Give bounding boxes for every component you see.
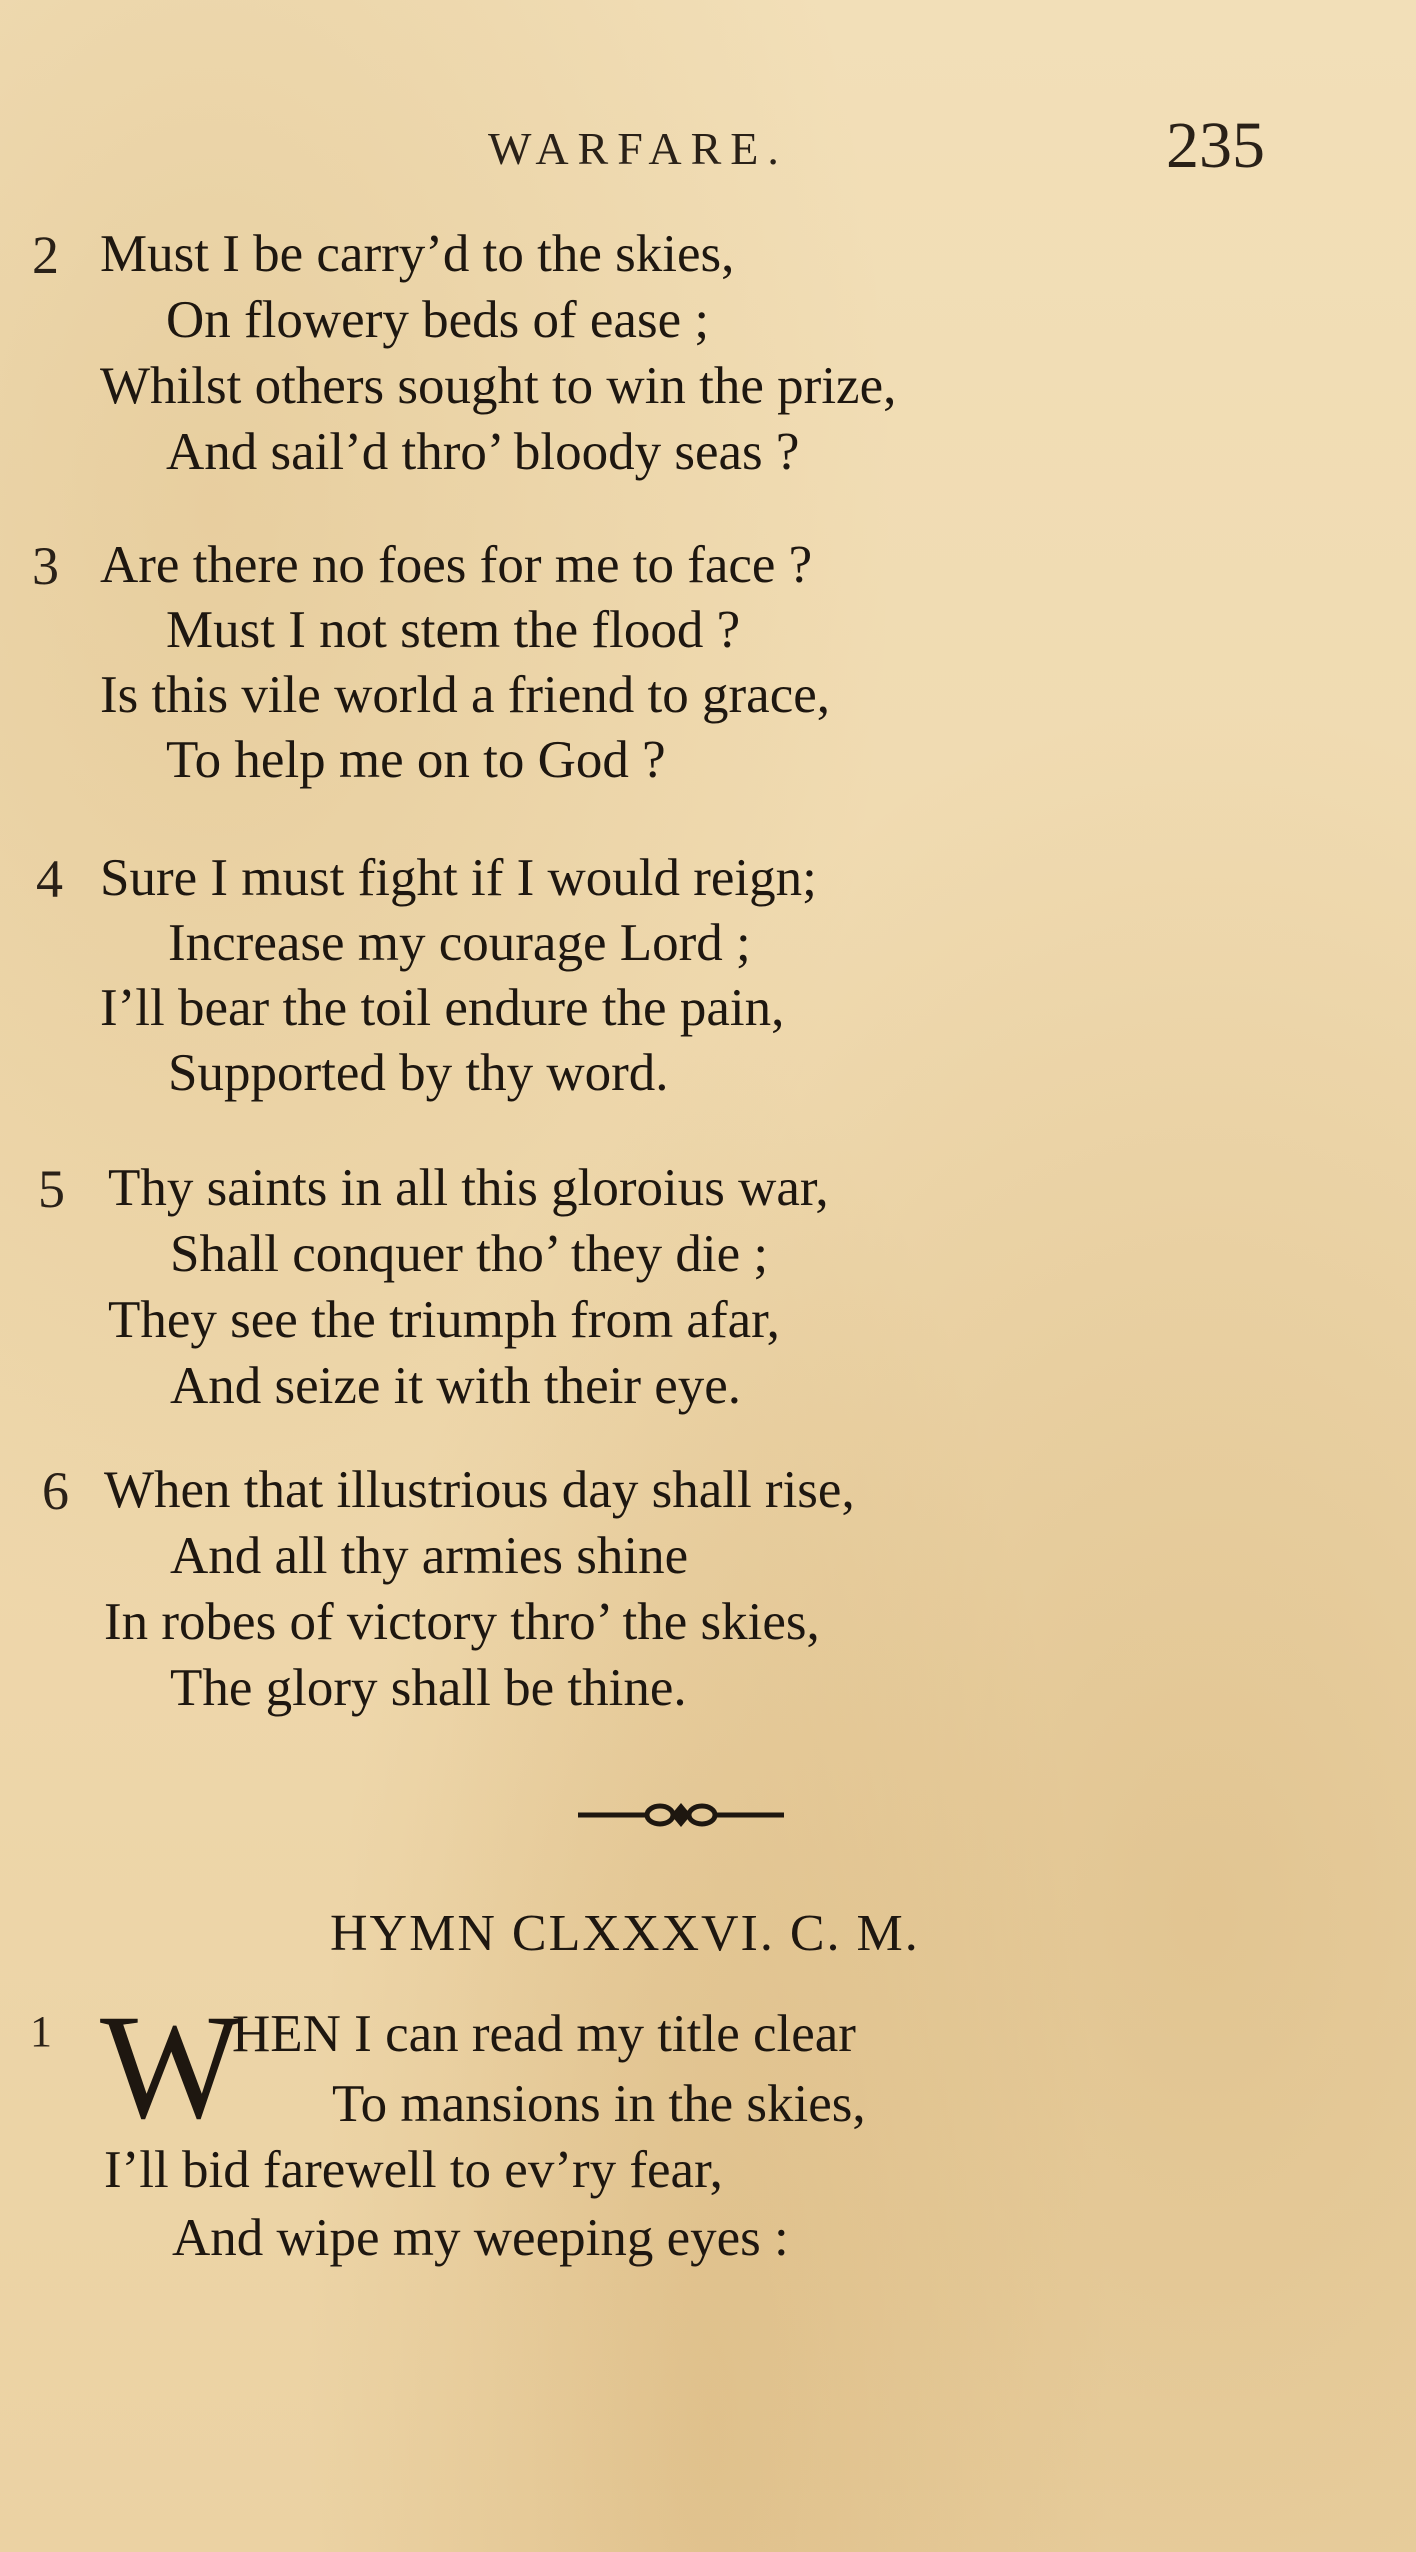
verse-line: And all thy armies shine [170,1527,689,1585]
verse-line: HEN I can read my title clear [232,2005,856,2063]
verse-line: On flowery beds of ease ; [166,291,710,349]
verse-line: In robes of victory thro’ the skies, [104,1593,820,1651]
verse-line: To mansions in the skies, [332,2075,866,2133]
verse-line: Is this vile world a friend to grace, [100,666,830,724]
stanza-number: 5 [38,1159,65,1219]
ornament-divider [578,1800,784,1830]
verse-line: Sure I must fight if I would reign; [100,849,817,907]
verse-line: Thy saints in all this gloroius war, [108,1159,829,1217]
verse-line: Are there no foes for me to face ? [100,536,813,594]
verse-line: Whilst others sought to win the prize, [100,357,897,415]
verse-line: I’ll bear the toil endure the pain, [100,979,785,1037]
drop-cap: W [100,1984,242,2150]
stanza-number: 4 [36,849,63,909]
page-number: 235 [1166,109,1265,182]
stanza-number: 3 [32,536,59,596]
verse-line: I’ll bid farewell to ev’ry fear, [104,2141,723,2199]
verse-line: Must I be carry’d to the skies, [100,225,735,283]
verse-line: The glory shall be thine. [170,1659,687,1717]
stanza-number: 6 [42,1461,69,1521]
verse-line: And seize it with their eye. [170,1357,742,1415]
hymn-title: HYMN CLXXXVI. C. M. [330,1905,920,1962]
stanza-number: 2 [32,225,59,285]
running-title: WARFARE. [488,123,788,174]
verse-line: Must I not stem the flood ? [166,601,741,659]
verse-line: And sail’d thro’ bloody seas ? [166,423,800,481]
verse-line: And wipe my weeping eyes : [172,2209,789,2267]
verse-line: To help me on to God ? [166,731,666,789]
stanza-number: 1 [30,2007,52,2056]
verse-line: When that illustrious day shall rise, [104,1461,855,1519]
verse-line: Increase my courage Lord ; [168,914,751,972]
verse-line: Supported by thy word. [168,1044,669,1102]
verse-line: Shall conquer tho’ they die ; [170,1225,769,1283]
verse-line: They see the triumph from afar, [108,1291,780,1349]
